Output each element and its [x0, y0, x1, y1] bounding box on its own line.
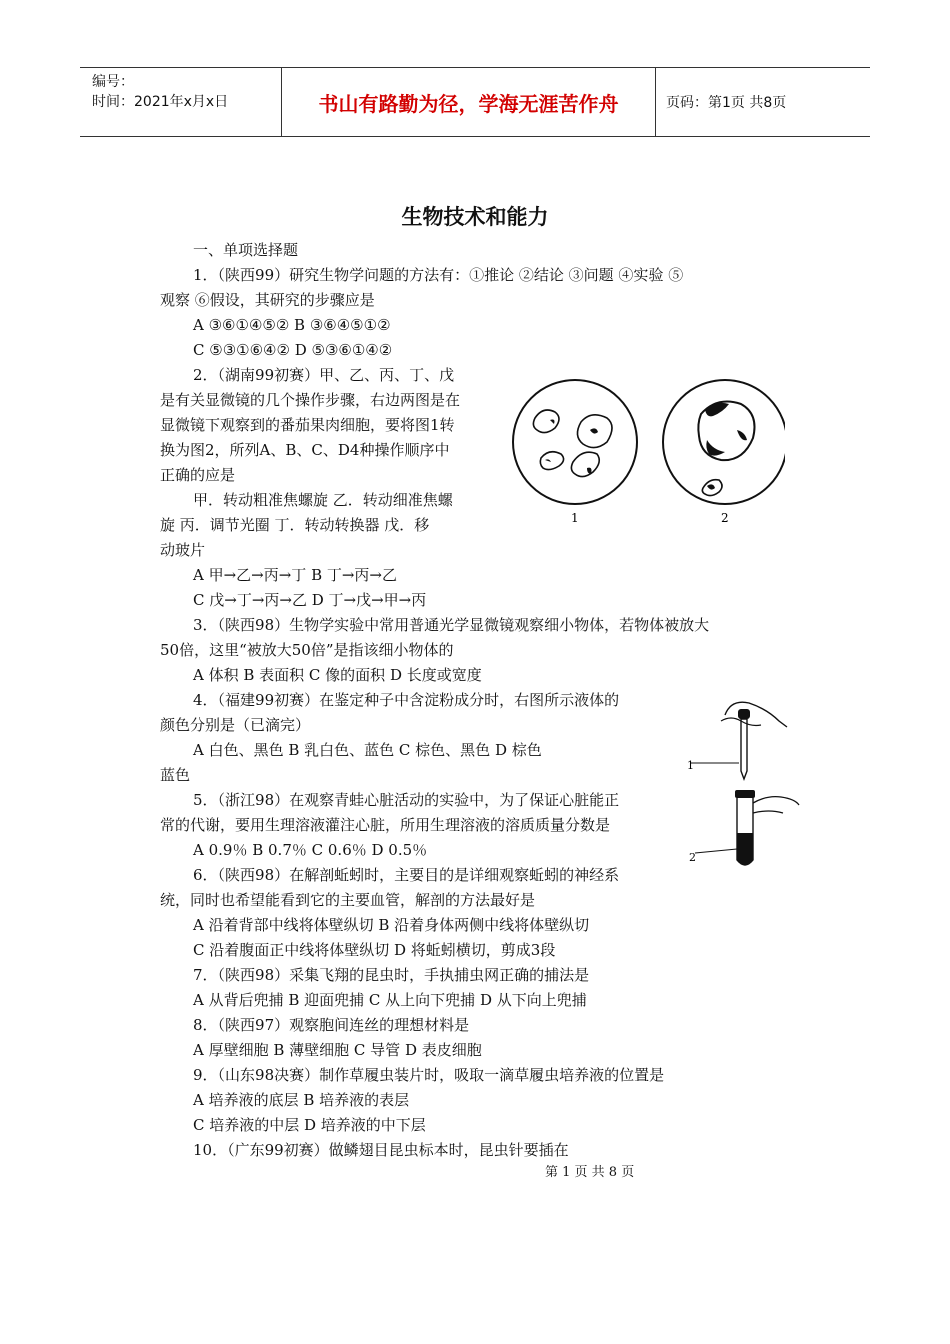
code-label: 编号：: [92, 74, 134, 90]
question-line: 8．（陕西97）观察胞间连丝的理想材料是: [193, 1016, 470, 1034]
question-line: 50倍，这里“被放大50倍”是指该细小物体的: [160, 641, 454, 659]
option-line: C 沿着腹面正中线将体壁纵切 D 将蚯蚓横切，剪成3段: [193, 941, 556, 959]
cell-chloroplast: [587, 468, 592, 474]
question-line: 10．（广东99初赛）做鳞翅目昆虫标本时，昆虫针要插在: [193, 1141, 569, 1159]
option-line: A 体积 B 表面积 C 像的面积 D 长度或宽度: [193, 666, 482, 684]
label-line: [695, 849, 737, 853]
field-1-label: 1: [571, 511, 579, 525]
page-footer: 第 1 页 共 8 页: [545, 1165, 635, 1180]
dropper-testtube-figure: [685, 695, 800, 875]
question-line: 6．（陕西98）在解剖蚯蚓时，主要目的是详细观察蚯蚓的神经系: [193, 866, 620, 884]
cell-chloroplast: [737, 430, 747, 440]
field-1-circle: [513, 380, 637, 504]
dropper-bulb: [738, 709, 750, 719]
cell-chloroplast: [545, 459, 551, 462]
question-line: 是有关显微镜的几个操作步骤，右边两图是在: [160, 391, 461, 409]
tube-label: 2: [689, 851, 696, 864]
hand-outline: [753, 811, 783, 813]
question-line: 4．（福建99初赛）在鉴定种子中含淀粉成分时，右图所示液体的: [193, 691, 620, 709]
question-line: 常的代谢，要用生理溶液灌注心脏，所用生理溶液的溶质质量分数是: [160, 816, 611, 834]
question-line: 正确的应是: [160, 466, 236, 484]
option-line: A 培养液的底层 B 培养液的表层: [193, 1091, 410, 1109]
option-line: A ③⑥①④⑤② B ③⑥④⑤①②: [193, 316, 391, 334]
cell-shape: [571, 452, 599, 476]
question-line: 换为图2，所列A、B、C、D4种操作顺序中: [160, 441, 450, 459]
option-line: A 厚壁细胞 B 薄壁细胞 C 导管 D 表皮细胞: [193, 1041, 482, 1059]
question-line: 5．（浙江98）在观察青蛙心脏活动的实验中，为了保证心脏能正: [193, 791, 620, 809]
page-title: 生物技术和能力: [401, 205, 549, 229]
cell-chloroplast: [705, 403, 729, 417]
question-line: 动玻片: [160, 541, 206, 559]
question-line: 颜色分别是（已滴完）: [160, 716, 311, 734]
cell-shape: [540, 452, 563, 470]
dropper-tube: [741, 719, 747, 779]
header-page-info: 页码：第1页 共8页: [666, 95, 787, 111]
question-line: 显微镜下观察到的番茄果肉细胞，要将图1转: [160, 416, 455, 434]
option-line: A 白色、黑色 B 乳白色、蓝色 C 棕色、黑色 D 棕色: [193, 741, 542, 759]
section-heading: 一、单项选择题: [193, 241, 299, 259]
option-line: C ⑤③①⑥④② D ⑤③⑥①④②: [193, 341, 393, 359]
tube-liquid: [737, 833, 753, 865]
question-line: 统，同时也希望能看到它的主要血管，解剖的方法最好是: [160, 891, 536, 909]
cell-shape: [533, 410, 559, 433]
option-line: C 戊→丁→丙→乙 D 丁→戊→甲→丙: [193, 591, 427, 609]
option-line: A 从背后兜捕 B 迎面兜捕 C 从上向下兜捕 D 从下向上兜捕: [193, 991, 587, 1009]
option-line: C 培养液的中层 D 培养液的中下层: [193, 1116, 426, 1134]
field-2-label: 2: [721, 511, 729, 525]
question-line: 9．（山东98决赛）制作草履虫装片时，吸取一滴草履虫培养液的位置是: [193, 1066, 665, 1084]
field-2-circle: [663, 380, 785, 504]
dropper-label: 1: [687, 759, 694, 772]
cell-chloroplast: [550, 420, 555, 425]
option-line: A 0.9％ B 0.7％ C 0.6％ D 0.5％: [193, 841, 428, 859]
header-meta: [80, 68, 282, 136]
option-line: A 沿着背部中线将体壁纵切 B 沿着身体两侧中线将体壁纵切: [193, 916, 590, 934]
tube-rim: [735, 790, 755, 798]
document-header: [80, 67, 870, 137]
microscope-fields-figure: [505, 370, 785, 530]
time-label: 时间：2021年x月x日: [92, 94, 229, 110]
cell-chloroplast: [706, 440, 725, 456]
question-line: 旋 丙．调节光圈 丁．转动转换器 戊．移: [160, 516, 430, 534]
header-motto: 书山有路勤为径，学海无涯苦作舟: [282, 68, 656, 136]
question-line: 2．（湖南99初赛）甲、乙、丙、丁、戊: [193, 366, 455, 384]
cell-chloroplast: [590, 428, 598, 433]
option-line: A 甲→乙→丙→丁 B 丁→丙→乙: [193, 566, 398, 584]
question-line: 观察 ⑥假设，其研究的步骤应是: [160, 291, 375, 309]
question-line: 甲．转动粗准焦螺旋 乙．转动细准焦螺: [193, 491, 453, 509]
question-line: 3．（陕西98）生物学实验中常用普通光学显微镜观察细小物体，若物体被放大: [193, 616, 710, 634]
hand-outline: [753, 797, 799, 805]
question-line: 7．（陕西98）采集飞翔的昆虫时，手执捕虫网正确的捕法是: [193, 966, 590, 984]
option-line: 蓝色: [160, 766, 191, 784]
cell-chloroplast: [707, 484, 715, 489]
question-line: 1．（陕西99）研究生物学问题的方法有：①推论 ②结论 ③问题 ④实验 ⑤: [193, 266, 684, 284]
hand-outline: [725, 702, 787, 727]
